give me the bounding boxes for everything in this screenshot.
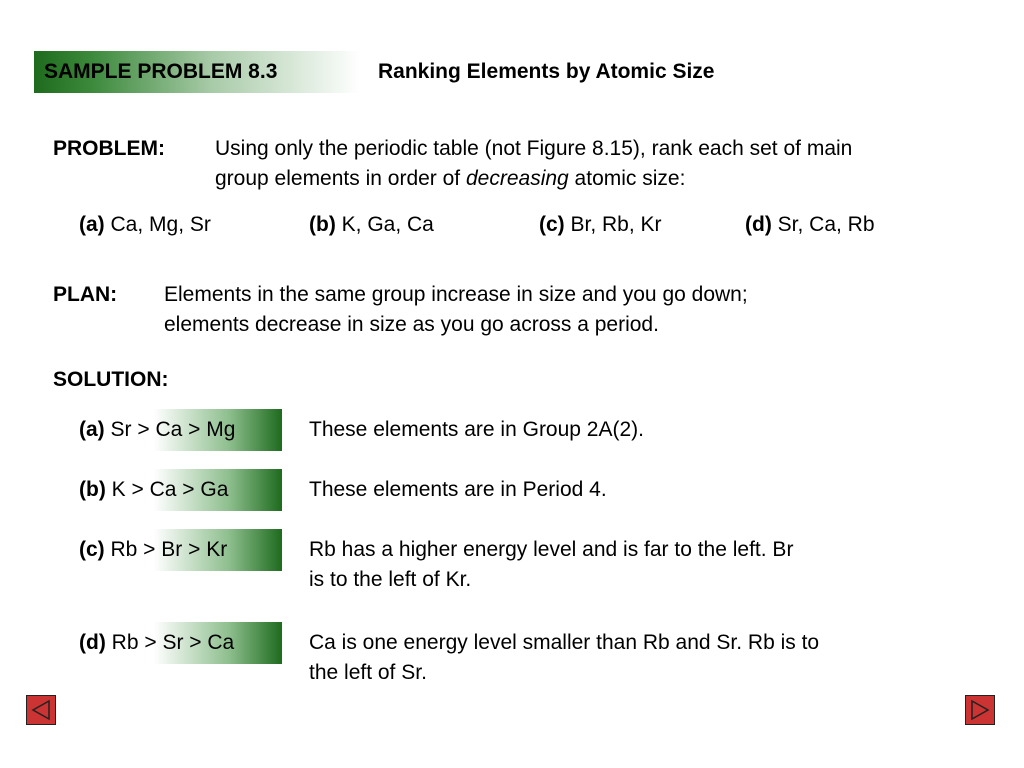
page-title: Ranking Elements by Atomic Size [378,60,715,83]
solution-answer-d [79,628,234,658]
plan-line-1: Elements in the same group increase in size and you go down; [164,283,748,306]
problem-heading: PROBLEM: [53,137,165,160]
part-text: K, Ga, Ca [335,213,434,236]
plan-heading: PLAN: [53,283,118,306]
next-slide-button[interactable] [965,695,995,725]
problem-part-c [539,210,662,240]
part-text: Br, Rb, Kr [564,213,662,236]
problem-line-1: Using only the periodic table (not Figure 8.15), rank each set of main [215,137,853,160]
answer-letter: (c) [79,538,105,561]
sample-problem-label: SAMPLE PROBLEM 8.3 [44,60,278,83]
solution-explanation-c-line-2: is to the left of Kr. [309,568,472,591]
problem-line-2-end: atomic size: [568,167,686,190]
problem-line-2 [215,164,685,194]
decreasing-emphasis: decreasing [465,167,569,190]
answer-letter: (b) [79,478,106,501]
answer-text: Sr > Ca > Mg [104,418,236,441]
part-letter: (d) [745,213,772,236]
triangle-right-icon [968,698,992,722]
problem-part-d [745,210,875,240]
answer-text: K > Ca > Ga [105,478,229,501]
answer-text: Rb > Br > Kr [104,538,228,561]
part-text: Sr, Ca, Rb [771,213,875,236]
problem-line-2-start: group elements in order of [215,167,466,190]
previous-slide-button[interactable] [26,695,56,725]
solution-explanation-d-line-2: the left of Sr. [309,661,427,684]
solution-explanation-d-line-1: Ca is one energy level smaller than Rb and Sr. Rb is to [309,631,820,654]
problem-part-b [309,210,434,240]
solution-heading: SOLUTION: [53,368,169,391]
answer-letter: (a) [79,418,105,441]
answer-text: Rb > Sr > Ca [105,631,235,654]
solution-answer-c [79,535,227,565]
part-letter: (b) [309,213,336,236]
plan-line-2: elements decrease in size as you go across a period. [164,313,659,336]
part-letter: (c) [539,213,565,236]
part-text: Ca, Mg, Sr [104,213,211,236]
solution-explanation-b: These elements are in Period 4. [309,478,607,501]
solution-answer-a [79,415,235,445]
answer-letter: (d) [79,631,106,654]
part-letter: (a) [79,213,105,236]
triangle-left-icon [29,698,53,722]
solution-answer-b [79,475,228,505]
solution-explanation-c-line-1: Rb has a higher energy level and is far to the left. Br [309,538,794,561]
solution-explanation-a: These elements are in Group 2A(2). [309,418,644,441]
problem-part-a [79,210,211,240]
